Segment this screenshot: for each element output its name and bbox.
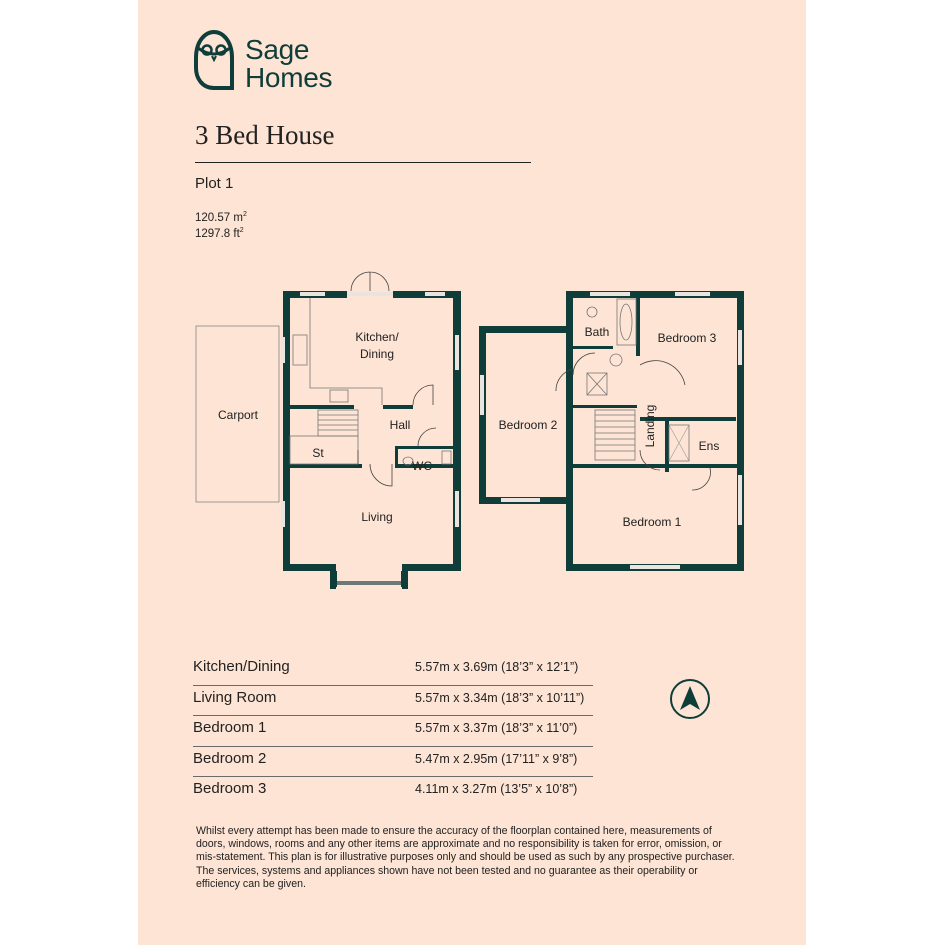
store-label: St	[312, 446, 324, 460]
area-ft2-value: 1297.8 ft	[195, 227, 240, 240]
room-name: Kitchen/Dining	[193, 658, 290, 675]
area-m2-value: 120.57 m	[195, 211, 243, 224]
bedroom1-label: Bedroom 1	[622, 515, 682, 529]
brand-name-line1: Sage	[245, 34, 310, 65]
kitchen-label-line1: Kitchen/	[355, 330, 399, 344]
room-name: Living Room	[193, 688, 277, 706]
room-name: Bedroom 2	[193, 749, 267, 767]
room-dims: 4.11m x 3.27m (13’5” x 10’8”)	[415, 782, 578, 796]
area-m2	[195, 211, 247, 224]
first-floor-plan	[479, 291, 744, 571]
landing-label: Landing	[643, 404, 657, 448]
floorplan-drawing	[190, 265, 750, 605]
table-row	[193, 716, 593, 747]
bedroom2-label: Bedroom 2	[498, 418, 558, 432]
table-row	[193, 747, 593, 778]
area-ft2-sup: 2	[239, 227, 244, 234]
title-divider	[195, 162, 531, 163]
hall-label: Hall	[389, 418, 411, 432]
living-label: Living	[361, 510, 393, 524]
north-arrow-icon	[669, 678, 711, 720]
carport-label: Carport	[217, 408, 259, 422]
table-row	[193, 777, 593, 807]
ground-floor-plan	[196, 272, 461, 589]
page-title: 3 Bed House	[195, 120, 335, 150]
disclaimer-text: Whilst every attempt has been made to ensure the accuracy of the floorplan contained here, measurements of doors, windows, rooms and any other items are approximate and no responsibility is taken for error, omission, or mis-statement. This plan is for illustrative purposes only and should be used as such by any prospective purchaser. The services, systems and appliances shown have not been tested and no guarantee as their operability or efficiency can be given.	[196, 825, 735, 890]
room-name: Bedroom 3	[193, 780, 267, 797]
table-row	[193, 686, 593, 717]
room-dimensions-table	[193, 655, 593, 807]
bedroom3-label: Bedroom 3	[657, 331, 717, 345]
brand-name	[245, 36, 332, 92]
area-m2-sup: 2	[242, 211, 247, 218]
brand-name-line2: Homes	[245, 62, 333, 93]
room-dims: 5.57m x 3.69m (18’3” x 12’1”)	[415, 660, 579, 674]
wc-label: WC	[412, 459, 432, 473]
table-row	[193, 655, 593, 686]
room-dims: 5.57m x 3.34m (18’3” x 10’11”)	[415, 690, 585, 705]
room-name: Bedroom 1	[193, 719, 267, 736]
room-dims: 5.57m x 3.37m (18’3” x 11’0”)	[415, 721, 578, 735]
room-dims: 5.47m x 2.95m (17’11” x 9’8”)	[415, 751, 578, 766]
area-ft2	[195, 227, 244, 240]
plot-label: Plot 1	[195, 175, 234, 192]
ensuite-label: Ens	[698, 439, 720, 453]
bath-label: Bath	[584, 325, 610, 339]
kitchen-label-line2: Dining	[359, 347, 395, 361]
